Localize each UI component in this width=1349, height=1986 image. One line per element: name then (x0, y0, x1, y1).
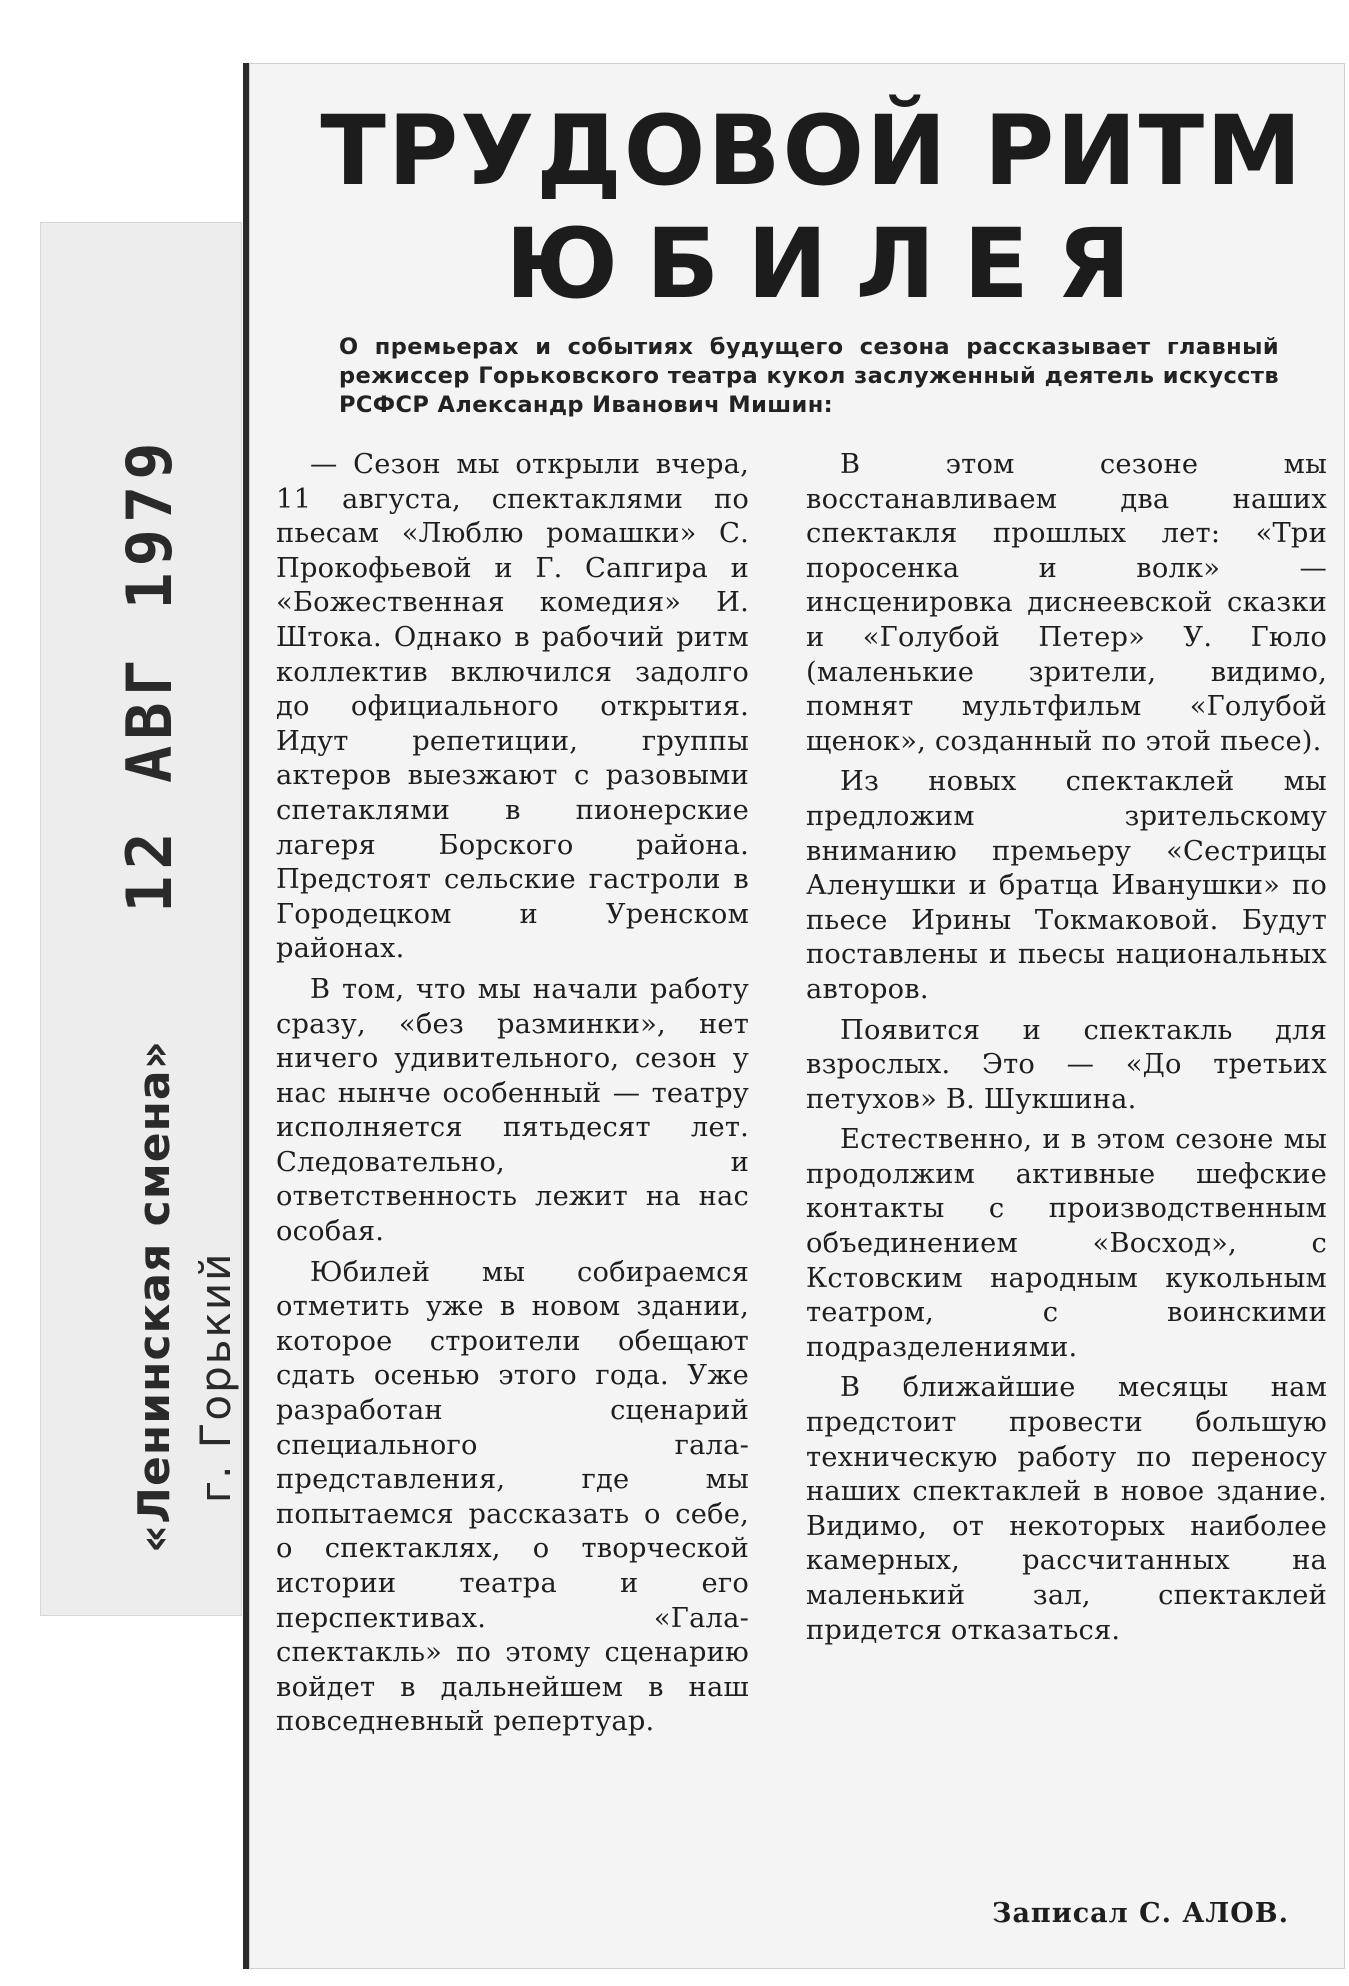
paragraph: Из новых спектаклей мы предложим зрительскому вниманию премьеру «Сестрицы Аленушки и братца Иванушки» по пьесе Ирины Токмаковой. Будут поставлены и пьесы национальных авторов. (806, 766, 1327, 1005)
newspaper-clipping (243, 63, 1345, 1969)
paragraph: — Сезон мы открыли вчера, 11 августа, спектаклями по пьесам «Люблю ромашки» С. Прокофьевой и Г. Сапгира и «Божественная комедия» И. Штока. Однако в рабочий ритм коллектив включился задолго до официального открытия. Идут репетиции, группы актеров выезжают с разовыми спетаклями в пионерские лагеря Борского района. Предстоят сельские гастроли в Городецком и Уренском районах. (276, 449, 749, 965)
headline-line-2: ЮБИЛЕЯ (505, 208, 1159, 320)
city-name: г. Горький (191, 1251, 240, 1503)
author-signature: Записал С. АЛОВ. (991, 1898, 1289, 1929)
paragraph: В том, что мы начали работу сразу, «без разминки», нет ничего удивительного, сезон у нас нынче особенный — театру исполняется пятьдесят лет. Следовательно, и ответственность лежит на нас особая. (276, 973, 749, 1248)
stamp-card (40, 222, 242, 1616)
article-lead: О премьерах и событиях будущего сезона рассказывает главный режиссер Горьковского театра кукол заслуженный деятель искусств РСФСР Александр Иванович Мишин: (339, 334, 1279, 418)
stamp-area (41, 223, 241, 1615)
date-stamp: 12 АВГ 1979 (113, 436, 186, 913)
paragraph: В этом сезоне мы восстанавливаем два наших спектакля прошлых лет: «Три поросенка и волк» — инсценировка диснеевской сказки и «Голубой Петер» У. Гюло (маленькие зрители, видимо, помнят мультфильм «Голубой щенок», созданный по этой пьесе). (806, 449, 1327, 757)
newspaper-name: «Ленинская смена» (129, 1039, 180, 1553)
paragraph: Юбилей мы собираемся отметить уже в новом здании, которое строители обещают сдать осенью этого года. Уже разработан сценарий специального гала-представления, где мы попытаемся рассказать о себе, о спектаклях, о творческой истории театра и его перспективах. «Гала-спектакль» по этому сценарию войдет в дальнейшем в наш повседневный репертуар. (276, 1256, 749, 1738)
right-column (806, 448, 1327, 1654)
paragraph: Естественно, и в этом сезоне мы продолжим активные шефские контакты с производственным объединением «Восход», с Кстовским народным кукольным театром, с воинскими подразделениями. (806, 1124, 1327, 1363)
left-column (276, 448, 749, 1746)
paragraph: В ближайшие месяцы нам предстоит провести большую техническую работу по переносу наших спектаклей в новое здание. Видимо, от некоторых наиболее камерных, рассчитанных на маленький зал, спектаклей придется отказаться. (806, 1372, 1327, 1646)
paragraph: Появится и спектакль для взрослых. Это — «До третьих петухов» В. Шукшина. (806, 1014, 1327, 1115)
headline-line-1: ТРУДОВОЙ РИТМ (320, 95, 1304, 207)
